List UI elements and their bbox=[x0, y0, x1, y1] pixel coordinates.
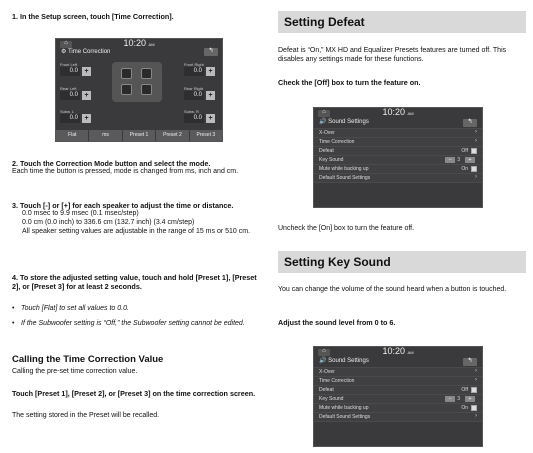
key-sound-plus-button[interactable]: + bbox=[465, 157, 475, 163]
rear-left-value: 0.0 bbox=[60, 91, 80, 100]
note-subwoofer: • If the Subwoofer setting is “Off,” the Subwoofer setting cannot be edited. bbox=[12, 320, 262, 329]
row-default-sound-settings[interactable]: Default Sound Settings › bbox=[314, 174, 482, 183]
key-sound-minus-button[interactable]: − bbox=[445, 396, 455, 402]
car-diagram bbox=[112, 62, 162, 102]
flat-button[interactable]: Flat bbox=[56, 130, 88, 141]
subw-l-value: 0.0 bbox=[60, 114, 80, 123]
back-button[interactable]: ↰ bbox=[204, 48, 218, 56]
defeat-heading: Setting Defeat bbox=[278, 11, 526, 33]
row-default-sound-settings[interactable]: Default Sound Settings › bbox=[314, 413, 482, 422]
key-sound-plus-button[interactable]: + bbox=[465, 396, 475, 402]
seat-front-right bbox=[141, 68, 152, 79]
front-right-label: Front Right bbox=[184, 62, 204, 67]
front-right-control bbox=[184, 62, 220, 76]
subw-r-value: 0.0 bbox=[184, 114, 204, 123]
row-mute-backing-up[interactable]: Mute while backing up On bbox=[314, 404, 482, 413]
sound-settings-screen-keysound bbox=[313, 346, 483, 447]
chevron-right-icon: › bbox=[475, 377, 477, 384]
seat-rear-left bbox=[121, 84, 132, 95]
chevron-right-icon: › bbox=[475, 138, 477, 145]
status-bar bbox=[314, 108, 482, 118]
row-key-sound: Key Sound − 3 + bbox=[314, 395, 482, 404]
step-3-line-3: All speaker setting values are adjustable in the range of 15 ms or 510 cm. bbox=[22, 228, 251, 236]
row-defeat[interactable]: Defeat Off bbox=[314, 386, 482, 395]
bottom-tabs bbox=[56, 130, 222, 141]
mute-checkbox[interactable] bbox=[471, 405, 477, 411]
screen-header bbox=[314, 357, 482, 368]
step-3-title: 3. Touch [-] or [+] for each speaker to adjust the time or distance. bbox=[12, 201, 234, 210]
defeat-checkbox[interactable] bbox=[471, 387, 477, 393]
rear-right-plus-button[interactable]: + bbox=[206, 91, 215, 100]
step-3-line-1: 0.0 msec to 9.9 msec (0.1 msec/step) bbox=[22, 210, 139, 218]
key-sound-value: 3 bbox=[457, 156, 460, 163]
calling-step: Touch [Preset 1], [Preset 2], or [Preset 3] on the time correction screen. bbox=[12, 389, 256, 398]
step-2-text: Each time the button is pressed, mode is changed from ms, inch and cm. bbox=[12, 168, 239, 176]
subw-l-plus-button[interactable]: + bbox=[82, 114, 91, 123]
calling-text: Calling the pre-set time correction value. bbox=[12, 368, 138, 375]
step-3-line-2: 0.0 cm (0.0 inch) to 336.6 cm (132.7 inch) (3.4 cm/step) bbox=[22, 219, 195, 227]
rear-left-label: Rear Left bbox=[60, 86, 77, 91]
row-defeat[interactable]: Defeat Off bbox=[314, 147, 482, 156]
rear-right-control bbox=[184, 86, 220, 100]
keysound-heading: Setting Key Sound bbox=[278, 251, 526, 273]
chevron-right-icon: › bbox=[475, 368, 477, 375]
rear-left-control bbox=[60, 86, 96, 100]
status-bar bbox=[314, 347, 482, 357]
front-right-value: 0.0 bbox=[184, 67, 204, 76]
row-time-correction[interactable]: Time Correction › bbox=[314, 138, 482, 147]
step-4: 4. To store the adjusted setting value, touch and hold [Preset 1], [Preset 2], or [Preset 3] for at least 2 seconds. bbox=[12, 273, 257, 292]
home-icon[interactable]: ⌂ bbox=[318, 110, 330, 117]
back-button[interactable]: ↰ bbox=[463, 358, 477, 366]
mute-value: On bbox=[461, 165, 468, 172]
subw-l-label: Subw. L bbox=[60, 109, 75, 114]
key-sound-value: 3 bbox=[457, 395, 460, 402]
clock: 10:20 AM bbox=[123, 38, 155, 48]
screen-title: ⚙ Time Correction bbox=[61, 49, 111, 55]
front-right-plus-button[interactable]: + bbox=[206, 67, 215, 76]
note-flat: • Touch [Flat] to set all values to 0.0. bbox=[12, 305, 262, 314]
clock: 10:20 AM bbox=[382, 107, 414, 117]
front-left-control bbox=[60, 62, 96, 76]
defeat-checkbox[interactable] bbox=[471, 148, 477, 154]
defeat-after: Uncheck the [On] box to turn the feature off. bbox=[278, 225, 415, 232]
step-2 bbox=[12, 159, 262, 177]
row-time-correction[interactable]: Time Correction › bbox=[314, 377, 482, 386]
preset-2-button[interactable]: Preset 2 bbox=[156, 130, 188, 141]
time-correction-screen bbox=[55, 38, 223, 142]
keysound-text: You can change the volume of the sound heard when a button is touched. bbox=[278, 286, 507, 293]
key-sound-minus-button[interactable]: − bbox=[445, 157, 455, 163]
subw-r-control bbox=[184, 109, 220, 123]
step-1: 1. In the Setup screen, touch [Time Correction]. bbox=[12, 12, 174, 21]
mute-value: On bbox=[461, 404, 468, 411]
front-left-value: 0.0 bbox=[60, 67, 80, 76]
keysound-step: Adjust the sound level from 0 to 6. bbox=[278, 318, 396, 327]
row-x-over[interactable]: X-Over › bbox=[314, 368, 482, 377]
rear-right-value: 0.0 bbox=[184, 91, 204, 100]
mode-button[interactable]: ms bbox=[89, 130, 121, 141]
seat-rear-right bbox=[141, 84, 152, 95]
row-x-over[interactable]: X-Over › bbox=[314, 129, 482, 138]
back-button[interactable]: ↰ bbox=[463, 119, 477, 127]
rear-right-label: Rear Right bbox=[184, 86, 204, 91]
home-icon[interactable]: ⌂ bbox=[60, 41, 72, 48]
mute-checkbox[interactable] bbox=[471, 166, 477, 172]
clock: 10:20 AM bbox=[382, 346, 414, 356]
subw-l-control bbox=[60, 109, 96, 123]
subw-r-plus-button[interactable]: + bbox=[206, 114, 215, 123]
chevron-right-icon: › bbox=[475, 413, 477, 420]
calling-heading: Calling the Time Correction Value bbox=[12, 354, 164, 365]
chevron-right-icon: › bbox=[475, 174, 477, 181]
row-mute-backing-up[interactable]: Mute while backing up On bbox=[314, 165, 482, 174]
screen-header bbox=[314, 118, 482, 129]
defeat-value: Off bbox=[461, 386, 468, 393]
subw-r-label: Subw. R bbox=[184, 109, 199, 114]
front-left-label: Front Left bbox=[60, 62, 78, 67]
screen-title: 🔊 Sound Settings bbox=[319, 119, 369, 126]
defeat-step: Check the [Off] box to turn the feature on. bbox=[278, 78, 421, 87]
rear-left-plus-button[interactable]: + bbox=[82, 91, 91, 100]
defeat-text: Defeat is “On,” MX HD and Equalizer Presets features are turned off. This disables any settings made for these functions. bbox=[278, 47, 507, 63]
preset-3-button[interactable]: Preset 3 bbox=[190, 130, 222, 141]
defeat-value: Off bbox=[461, 147, 468, 154]
step-2-title: 2. Touch the Correction Mode button and select the mode. bbox=[12, 159, 211, 168]
calling-result: The setting stored in the Preset will be recalled. bbox=[12, 412, 160, 419]
row-key-sound: Key Sound − 3 + bbox=[314, 156, 482, 165]
seat-front-left bbox=[121, 68, 132, 79]
screen-title: 🔊 Sound Settings bbox=[319, 358, 369, 365]
step-3 bbox=[12, 201, 262, 237]
front-left-plus-button[interactable]: + bbox=[82, 67, 91, 76]
chevron-right-icon: › bbox=[475, 129, 477, 136]
home-icon[interactable]: ⌂ bbox=[318, 349, 330, 356]
sound-settings-screen-defeat bbox=[313, 107, 483, 208]
preset-1-button[interactable]: Preset 1 bbox=[123, 130, 155, 141]
